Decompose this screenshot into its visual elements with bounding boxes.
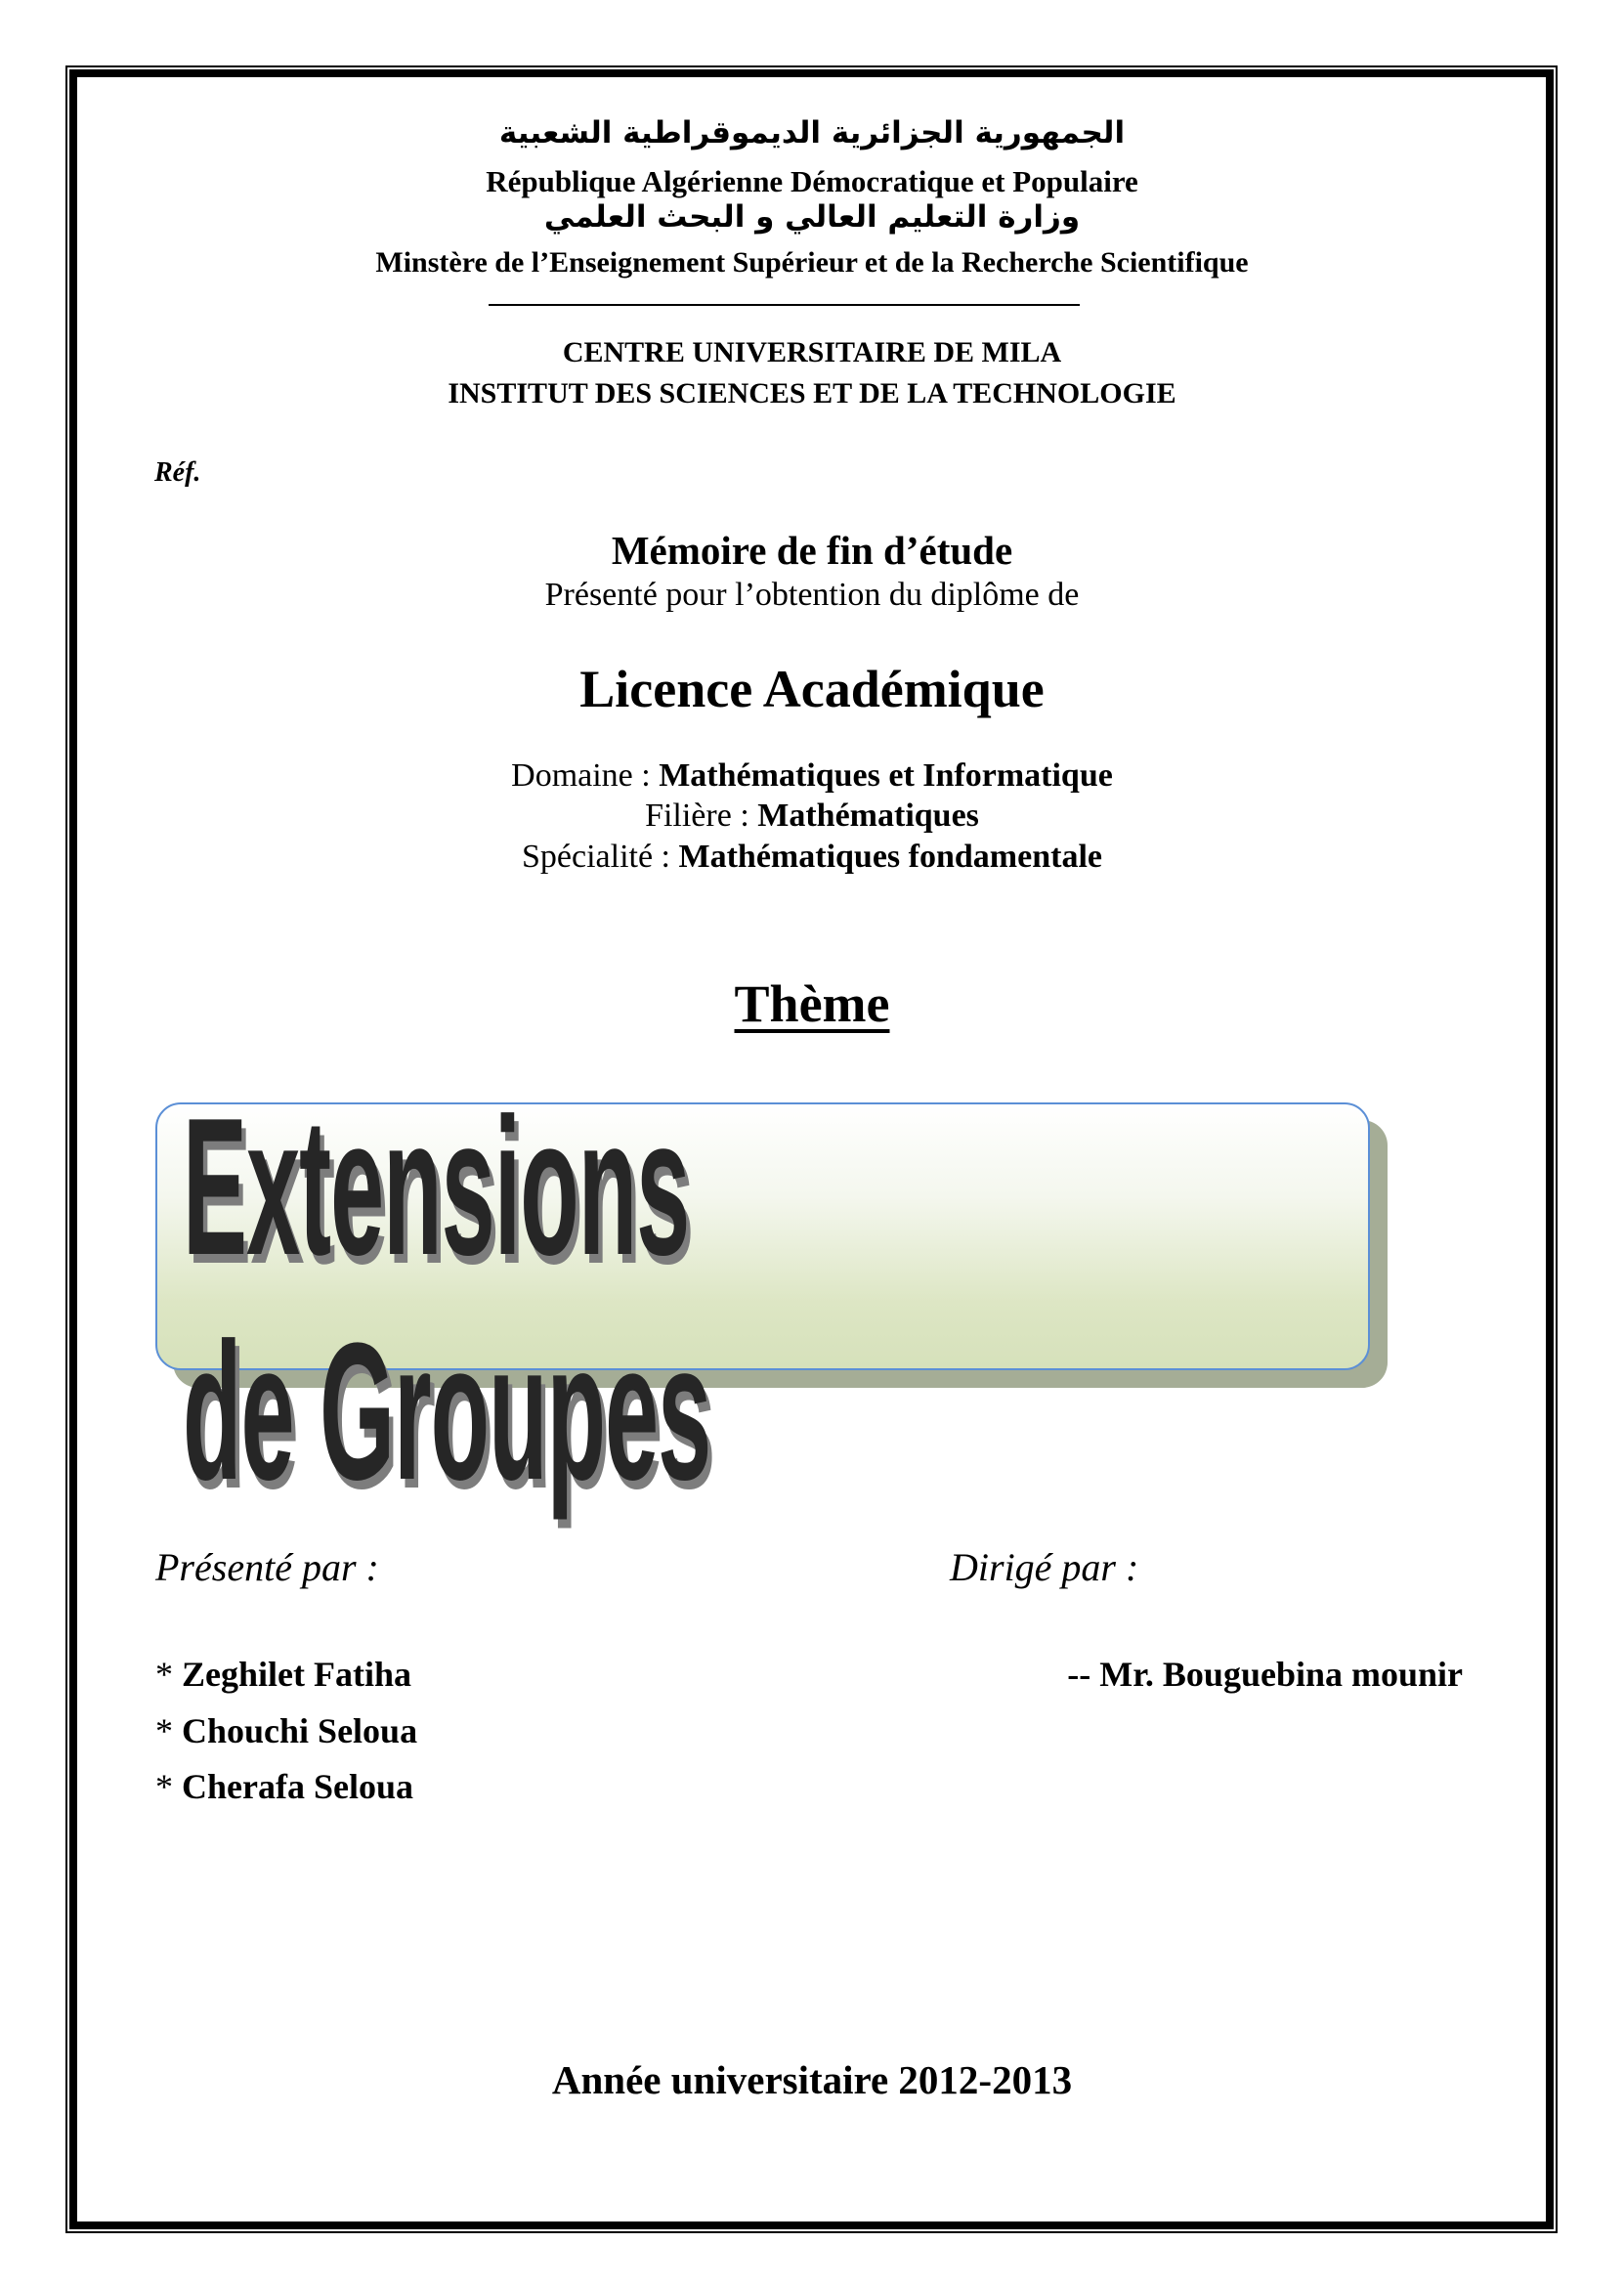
domaine-line [0, 757, 1624, 795]
specialite-label: Spécialité : [522, 839, 679, 875]
bullet-icon: * [155, 1767, 173, 1806]
presenter-name: Cherafa Seloua [182, 1767, 413, 1806]
supervised-by-label: Dirigé par : [950, 1545, 1139, 1589]
republic-arabic: الجمهورية الجزائرية الديموقراطية الشعبية [498, 115, 1126, 151]
specialite-value: Mathématiques fondamentale [678, 839, 1102, 875]
centre-name: CENTRE UNIVERSITAIRE DE MILA [562, 336, 1062, 368]
thesis-title: Extensions de Groupes [183, 1078, 711, 1521]
bullet-icon: * [155, 1655, 173, 1694]
ministry-french: Minstère de l’Enseignement Supérieur et de la Recherche Scientifique [375, 246, 1249, 279]
institut-name: INSTITUT DES SCIENCES ET DE LA TECHNOLOGIE [448, 377, 1176, 410]
specialite-line [0, 839, 1624, 876]
presented-by-label: Présenté par : [155, 1545, 379, 1589]
academic-year: Année universitaire 2012-2013 [551, 2057, 1073, 2102]
presenter-name: Zeghilet Fatiha [182, 1655, 411, 1694]
bullet-icon: * [155, 1711, 173, 1750]
memoire-subtitle: Présenté pour l’obtention du diplôme de [544, 577, 1080, 613]
ministry-arabic: وزارة التعليم العالي و البحث العلمي [543, 199, 1081, 235]
presenter-item [155, 1654, 411, 1695]
ref-label: Réf. [154, 457, 201, 488]
supervisor-name: -- Mr. Bouguebina mounir [1067, 1655, 1463, 1694]
domaine-value: Mathématiques et Informatique [659, 757, 1113, 794]
diploma-title: Licence Académique [579, 660, 1045, 718]
filiere-value: Mathématiques [757, 798, 979, 834]
title-box [155, 1078, 1370, 1521]
presenter-item [155, 1710, 417, 1751]
memoire-title: Mémoire de fin d’étude [611, 528, 1013, 573]
republic-french: République Algérienne Démocratique et Populaire [486, 164, 1138, 198]
theme-label: Thème [734, 974, 890, 1033]
presenter-item [155, 1766, 413, 1807]
filiere-line [0, 798, 1624, 835]
filiere-label: Filière : [645, 798, 758, 834]
header-divider [489, 304, 1080, 306]
domaine-label: Domaine : [511, 757, 660, 794]
presenter-name: Chouchi Seloua [182, 1711, 418, 1750]
